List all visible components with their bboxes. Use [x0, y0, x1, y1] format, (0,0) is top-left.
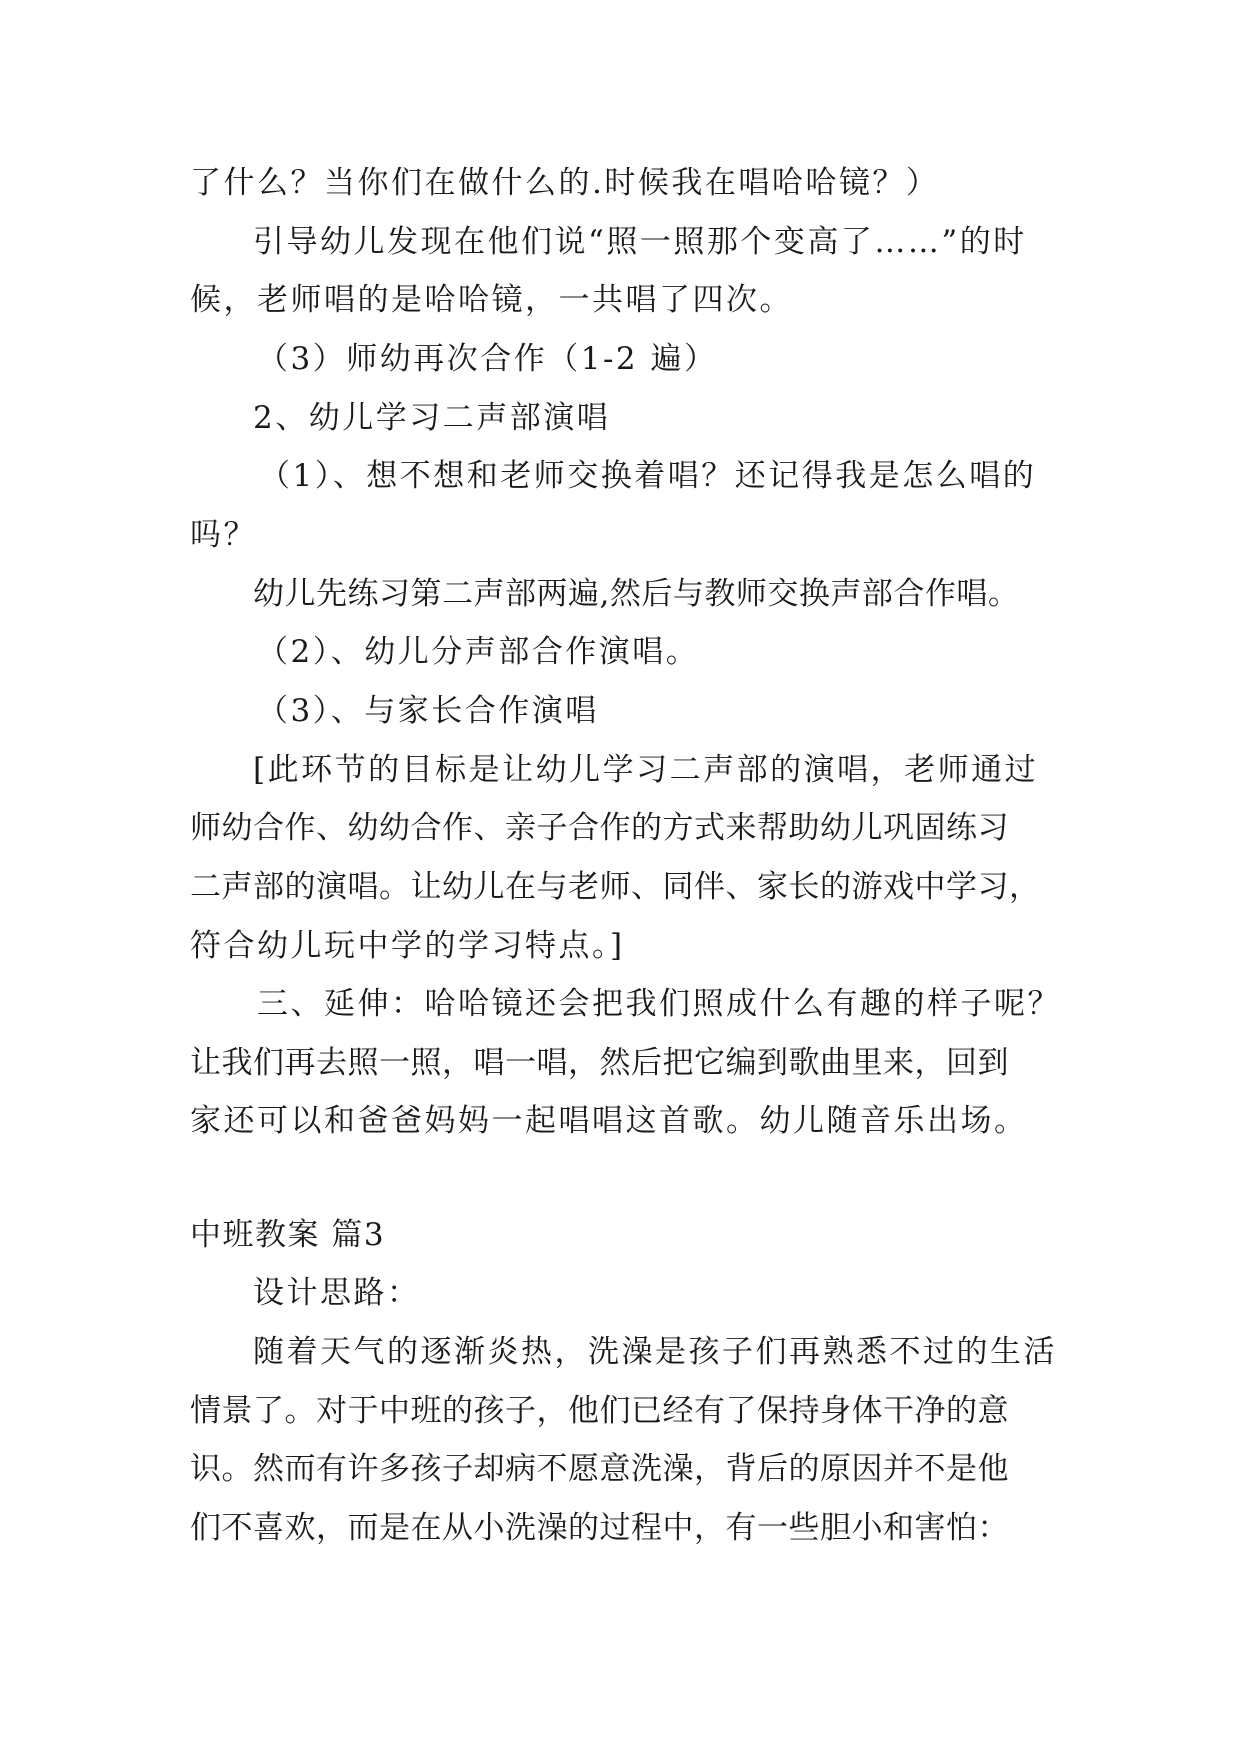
text-line: 候，老师唱的是哈哈镜，一共唱了四次。: [190, 282, 793, 318]
text-line: 了什么？当你们在做什么的.时候我在唱哈哈镜？）: [190, 165, 940, 201]
text-line: 符合幼儿玩中学的学习特点。]: [190, 928, 625, 964]
text-line: 识。然而有许多孩子却病不愿意洗澡，背后的原因并不是他: [190, 1451, 1009, 1487]
text-line: 幼儿先练习第二声部两遍,然后与教师交换声部合作唱。: [253, 576, 1020, 612]
text-line: 情景了。对于中班的孩子，他们已经有了保持身体干净的意: [190, 1393, 1009, 1429]
text-line: （3）、与家长合作演唱: [257, 693, 599, 729]
text-line: 们不喜欢，而是在从小洗澡的过程中，有一些胆小和害怕：: [190, 1510, 1009, 1546]
text-line: 设计思路：: [253, 1275, 421, 1311]
text-line: [此环节的目标是让幼儿学习二声部的演唱，老师通过: [253, 752, 1039, 788]
text-line: 2、幼儿学习二声部演唱: [253, 400, 611, 436]
text-line: 家还可以和爸爸妈妈一起唱唱这首歌。幼儿随音乐出场。: [190, 1103, 1028, 1139]
text-line: 二声部的演唱。让幼儿在与老师、同伴、家长的游戏中学习，: [190, 869, 1041, 905]
text-line: 三、延伸：哈哈镜还会把我们照成什么有趣的样子呢？: [257, 986, 1061, 1022]
text-line: （2）、幼儿分声部合作演唱。: [257, 634, 700, 670]
text-line: 随着天气的逐渐炎热，洗澡是孩子们再熟悉不过的生活: [253, 1334, 1057, 1370]
text-line: 师幼合作、幼幼合作、亲子合作的方式来帮助幼儿巩固练习: [190, 810, 1009, 846]
text-line: 引导幼儿发现在他们说“照一照那个变高了……”的时: [253, 224, 1027, 260]
section-heading: 中班教案 篇3: [190, 1217, 386, 1253]
text-line: 让我们再去照一照，唱一唱，然后把它编到歌曲里来，回到: [190, 1045, 1009, 1081]
text-line: （3）师幼再次合作（1-2 遍）: [257, 341, 718, 377]
text-line: （1）、想不想和老师交换着唱？还记得我是怎么唱的: [259, 458, 1037, 494]
text-line: 吗？: [190, 517, 257, 553]
